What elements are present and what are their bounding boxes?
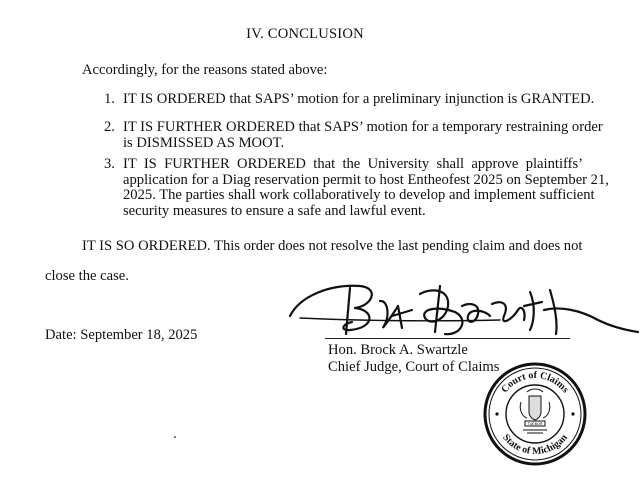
order-number: 1. — [104, 91, 115, 107]
signer-title: Chief Judge, Court of Claims — [328, 359, 500, 375]
order-number: 2. — [104, 119, 115, 135]
signature-line — [325, 338, 570, 339]
order-text-line: IT IS FURTHER ORDERED that SAPS’ motion for a temporary restraining order — [123, 119, 603, 135]
order-text-line: security measures to ensure a safe and lawful event. — [123, 202, 426, 219]
stray-mark — [174, 436, 176, 438]
order-number: 3. — [104, 156, 115, 172]
seal-bottom-text: State of Michigan — [500, 432, 570, 458]
judge-signature — [280, 276, 640, 346]
intro-paragraph: Accordingly, for the reasons stated above: — [82, 62, 328, 78]
seal-banner-text: TUEBOR — [527, 422, 543, 426]
order-text-line: IT IS ORDERED that SAPS’ motion for a preliminary injunction is GRANTED. — [123, 91, 595, 107]
signer-name: Hon. Brock A. Swartzle — [328, 342, 468, 358]
court-seal — [483, 362, 587, 466]
order-text-line: 2025. The parties shall work collaboratively to develop and implement sufficient — [123, 187, 595, 203]
closing-statement-continued: close the case. — [45, 268, 129, 284]
order-text-line: application for a Diag reservation permit to host Entheofest 2025 on September 21, — [123, 171, 609, 188]
seal-top-text: Court of Claims — [499, 369, 571, 396]
order-text-line: IT IS FURTHER ORDERED that the University shall approve plaintiffs’ — [123, 156, 583, 172]
signature-date: Date: September 18, 2025 — [45, 327, 198, 343]
section-heading: IV. CONCLUSION — [246, 26, 364, 42]
closing-statement: IT IS SO ORDERED. This order does not resolve the last pending claim and does not — [82, 238, 583, 254]
order-text-line: is DISMISSED AS MOOT. — [123, 134, 285, 151]
